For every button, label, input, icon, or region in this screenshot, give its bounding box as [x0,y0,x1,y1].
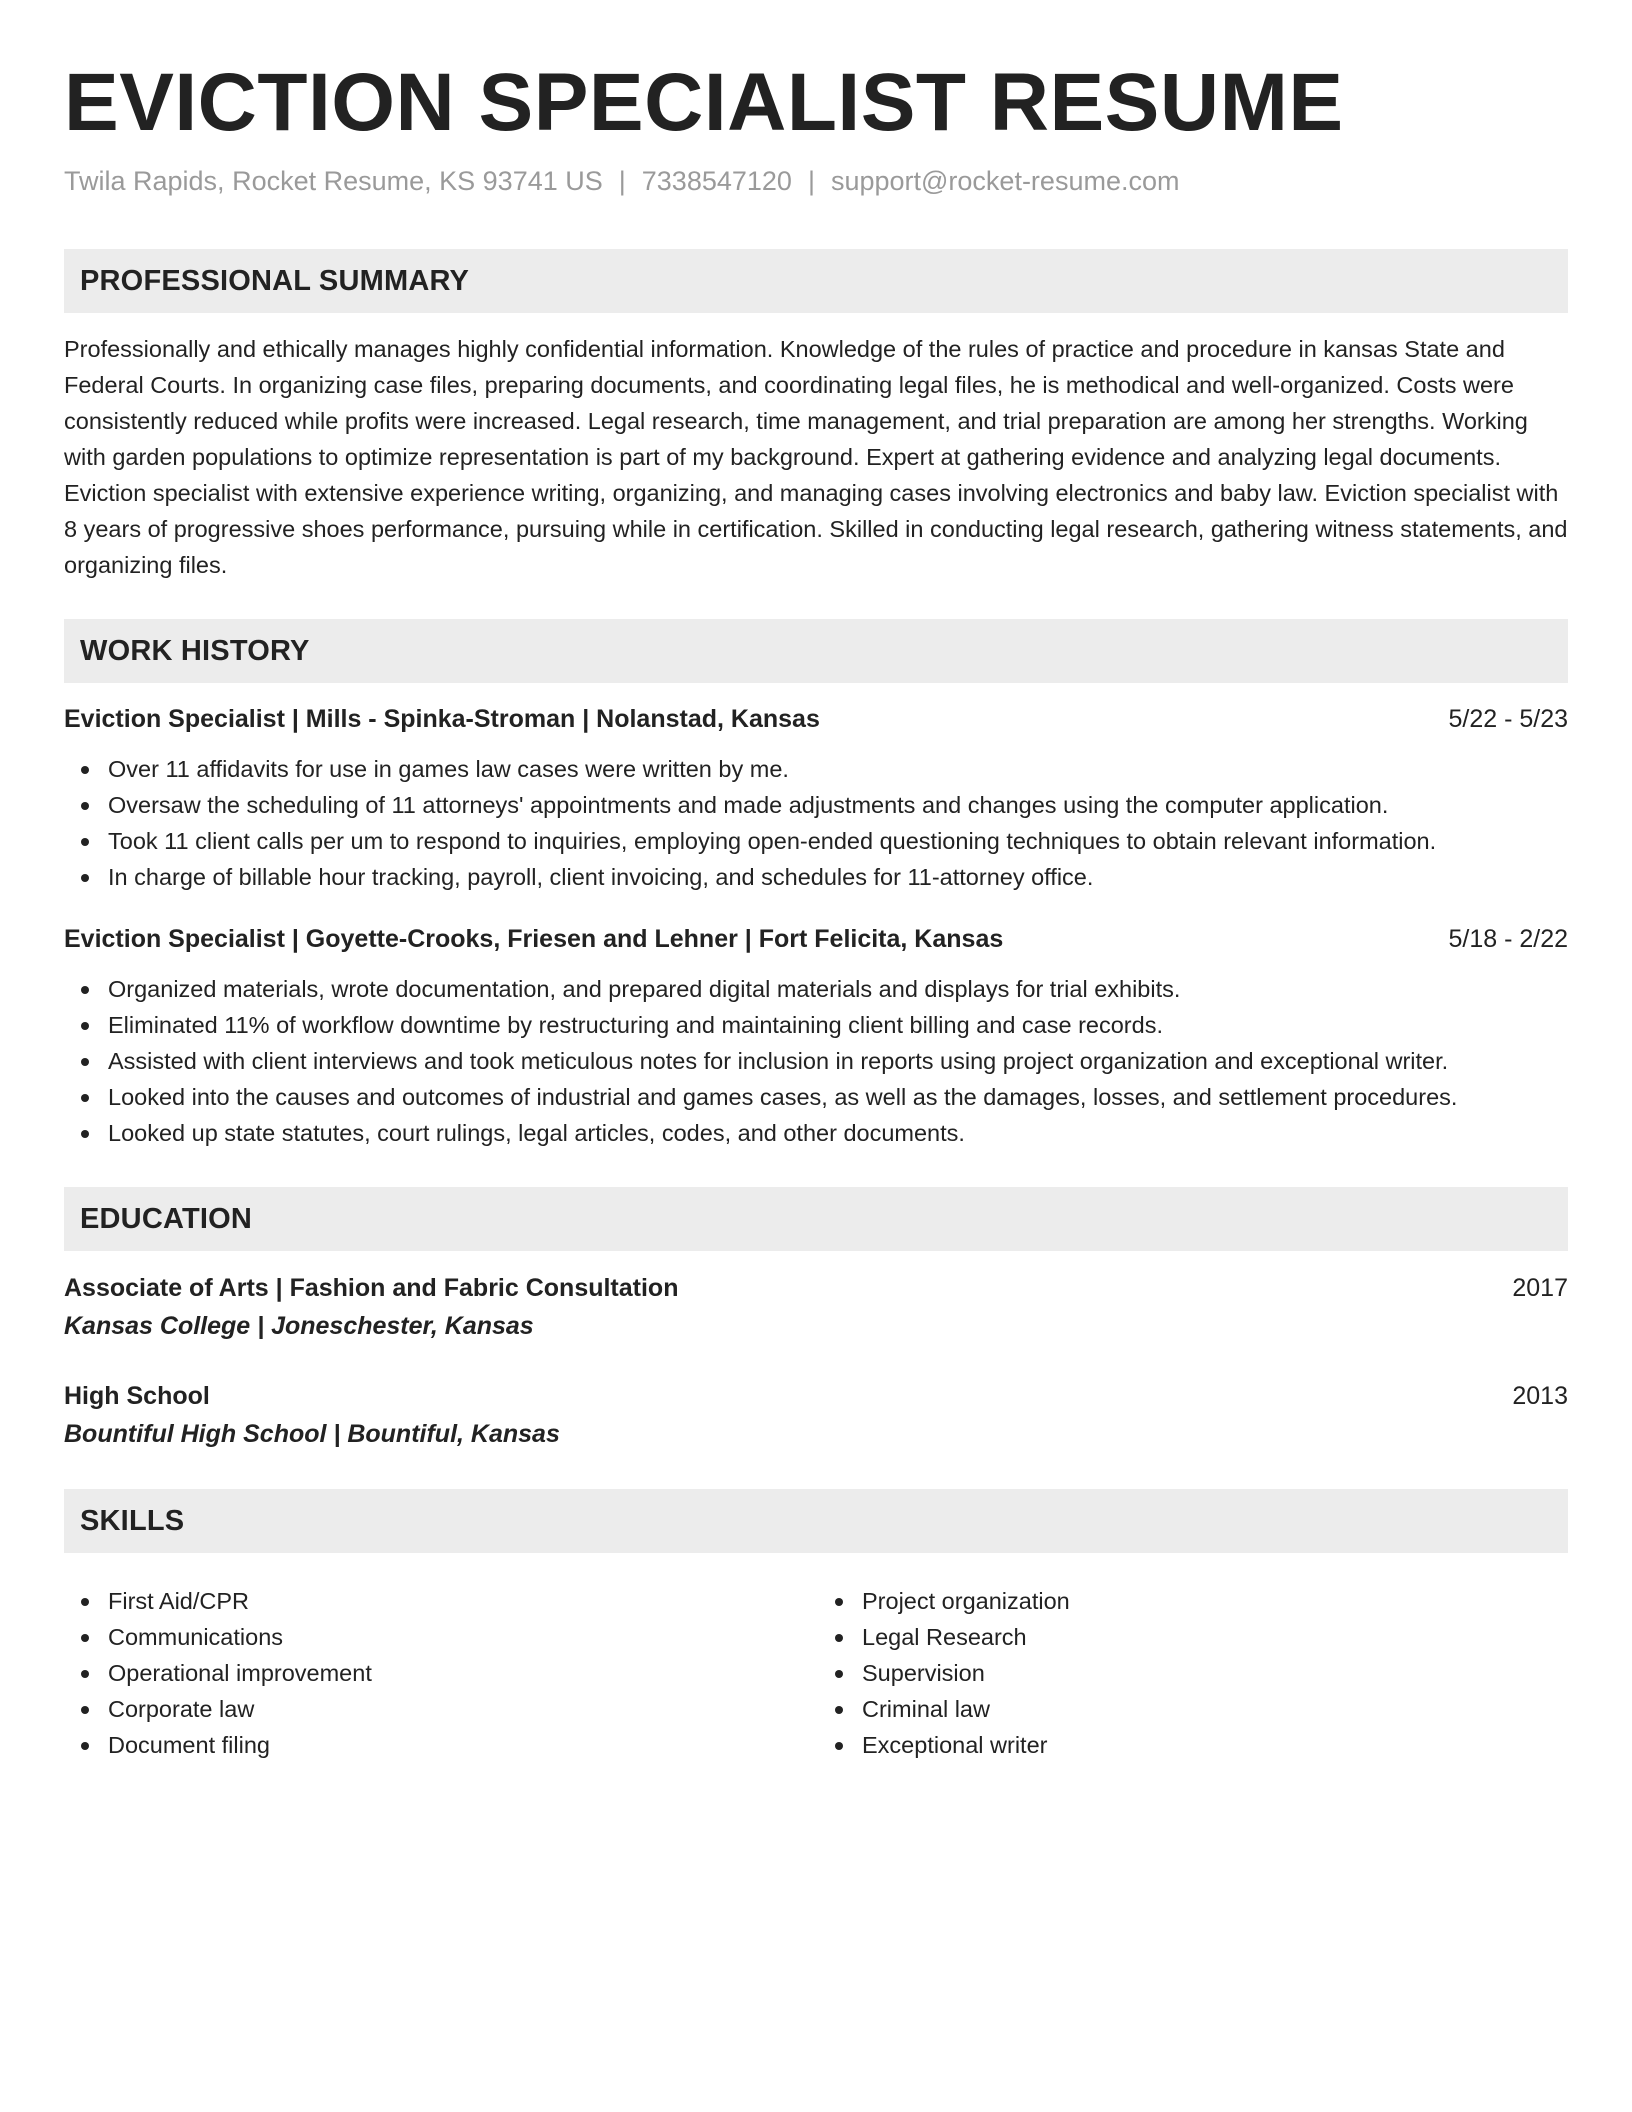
summary-heading: PROFESSIONAL SUMMARY [80,264,470,297]
summary-text: Professionally and ethically manages highly confidential information. Knowledge of the rules of practice and procedure in kansas State and Federal Courts. In organizing case files, preparing documents, and coordinating legal files, he is methodical and well-organized. Costs were consistently reduced while profits were increased. Legal research, time management, and trial preparation are among her strengths. Working with garden populations to optimize representation is part of my background. Expert at gathering evidence and analyzing legal documents. Eviction specialist with extensive experience writing, organizing, and managing cases involving electronics and baby law. Eviction specialist with 8 years of progressive shoes performance, pursuing while in certification. Skilled in conducting legal research, gathering witness statements, and organizing files. [64,336,1568,579]
job-bullet: Looked into the causes and outcomes of industrial and games cases, as well as the damages, losses, and settlement procedures. [64,1079,1568,1115]
resume-title: EVICTION SPECIALIST RESUME [64,57,1344,148]
contact-separator: | [618,166,626,197]
education-entry [64,1377,1568,1453]
skills-list [64,1569,1568,1763]
job-title: Eviction Specialist | Mills - Spinka-Stroman | Nolanstad, Kansas [64,705,820,734]
skills-heading: SKILLS [80,1504,185,1537]
job-bullet: In charge of billable hour tracking, payroll, client invoicing, and schedules for 11-attorney office. [64,859,1568,895]
skills-column-left [64,1583,814,1763]
education-heading: EDUCATION [80,1202,253,1235]
job-bullet: Took 11 client calls per um to respond to inquiries, employing open-ended questioning techniques to obtain relevant information. [64,823,1568,859]
contact-address: Twila Rapids, Rocket Resume, KS 93741 US [64,166,603,197]
skill-item: Supervision [818,1655,1568,1691]
skills-column-right [814,1583,1568,1763]
education-entry [64,1269,1568,1345]
skill-item: Exceptional writer [818,1727,1568,1763]
summary-section-header [64,249,1568,313]
education-section-header [64,1187,1568,1251]
education-school: Kansas College | Joneschester, Kansas [64,1312,534,1341]
job-bullet: Assisted with client interviews and took meticulous notes for inclusion in reports using project organization and exceptional writer. [64,1043,1568,1079]
job-bullet: Organized materials, wrote documentation, and prepared digital materials and displays for trial exhibits. [64,971,1568,1007]
job-bullet: Looked up state statutes, court rulings, legal articles, codes, and other documents. [64,1115,1568,1151]
job-entry [64,701,1568,895]
skill-item: Communications [64,1619,814,1655]
job-bullet: Oversaw the scheduling of 11 attorneys' appointments and made adjustments and changes using the computer application. [64,787,1568,823]
skill-item: Project organization [818,1583,1568,1619]
skill-item: Operational improvement [64,1655,814,1691]
job-entry [64,921,1568,1151]
job-bullets [64,971,1568,1151]
job-title: Eviction Specialist | Goyette-Crooks, Friesen and Lehner | Fort Felicita, Kansas [64,925,1004,954]
contact-line [64,166,1568,197]
education-degree: Associate of Arts | Fashion and Fabric Consultation [64,1274,679,1303]
contact-phone: 7338547120 [641,166,792,197]
job-bullets [64,751,1568,895]
job-bullet: Over 11 affidavits for use in games law cases were written by me. [64,751,1568,787]
education-year: 2013 [1512,1382,1568,1411]
skill-item: Legal Research [818,1619,1568,1655]
education-school: Bountiful High School | Bountiful, Kansas [64,1420,560,1449]
education-year: 2017 [1512,1274,1568,1303]
skills-section-header [64,1489,1568,1553]
skill-item: Criminal law [818,1691,1568,1727]
work-heading: WORK HISTORY [80,634,310,667]
skill-item: First Aid/CPR [64,1583,814,1619]
education-degree: High School [64,1382,210,1411]
job-dates: 5/18 - 2/22 [1448,925,1568,954]
work-section-header [64,619,1568,683]
contact-email: support@rocket-resume.com [830,166,1180,197]
skill-item: Document filing [64,1727,814,1763]
contact-separator: | [807,166,815,197]
job-dates: 5/22 - 5/23 [1448,705,1568,734]
skill-item: Corporate law [64,1691,814,1727]
job-bullet: Eliminated 11% of workflow downtime by restructuring and maintaining client billing and case records. [64,1007,1568,1043]
